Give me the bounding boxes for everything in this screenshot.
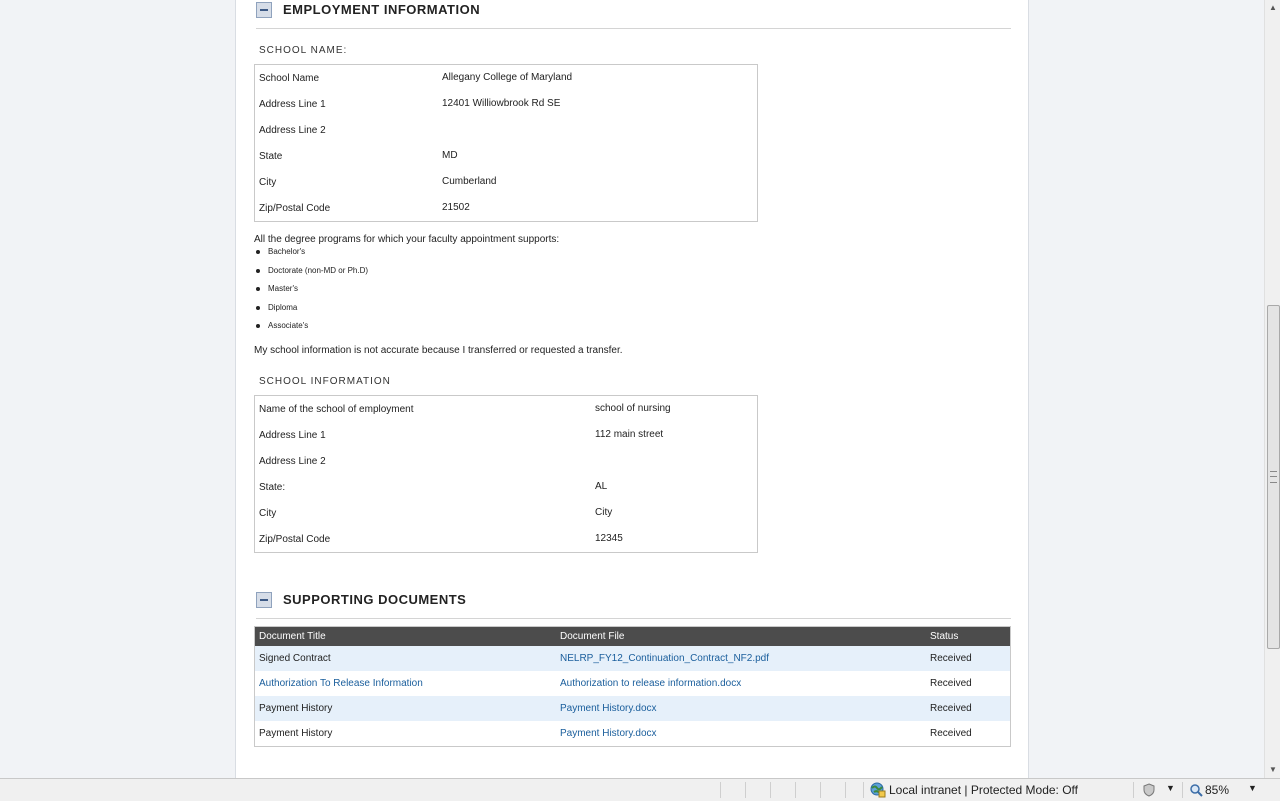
status-divider (845, 782, 846, 798)
column-header-title[interactable]: Document Title (255, 627, 557, 647)
employment-school-row (255, 396, 757, 422)
field-label: Zip/Postal Code (259, 534, 331, 545)
field-label: Address Line 2 (259, 456, 326, 467)
employment-section-title: EMPLOYMENT INFORMATION (283, 2, 481, 17)
status-divider (1182, 782, 1183, 798)
document-status: Received (930, 678, 972, 689)
field-label: Address Line 1 (259, 430, 326, 441)
status-bar (0, 778, 1280, 801)
transfer-note: My school information is not accurate because I transferred or requested a transfer. (254, 345, 623, 356)
school-info-heading: SCHOOL INFORMATION (259, 376, 391, 387)
globe-icon (870, 782, 886, 798)
vertical-scrollbar[interactable] (1264, 0, 1280, 778)
collapse-documents-toggle-icon[interactable] (256, 592, 272, 608)
status-divider (863, 782, 864, 798)
field-value: MD (442, 150, 458, 161)
scroll-down-arrow-icon[interactable]: ▼ (1269, 765, 1277, 774)
employment-section-header (256, 0, 1011, 29)
scroll-thumb[interactable] (1267, 305, 1280, 649)
field-label: Name of the school of employment (259, 404, 414, 415)
document-status: Received (930, 728, 972, 739)
protected-mode-button[interactable] (1140, 781, 1176, 799)
field-value: school of nursing (595, 403, 671, 414)
content-card (235, 0, 1029, 778)
status-divider (1133, 782, 1134, 798)
school-name-box (254, 64, 758, 222)
column-header-file[interactable]: Document File (556, 627, 926, 647)
table-row (255, 721, 1011, 747)
status-divider (820, 782, 821, 798)
documents-table (254, 626, 1011, 747)
field-value: Cumberland (442, 176, 497, 187)
field-label: City (259, 177, 277, 188)
document-file-link[interactable]: Payment History.docx (560, 703, 657, 714)
status-divider (770, 782, 771, 798)
school-address1-row (255, 91, 757, 117)
degree-item: Doctorate (non-MD or Ph.D) (254, 265, 368, 284)
document-status: Received (926, 646, 1011, 671)
school-name-row (255, 65, 757, 91)
field-label: State: (259, 482, 286, 493)
shield-icon (1142, 783, 1156, 797)
zoom-level: 85% (1205, 783, 1230, 797)
employment-address1-row (255, 422, 757, 448)
field-value: 112 main street (595, 429, 664, 440)
employment-city-row (255, 500, 757, 526)
table-row (255, 671, 1011, 696)
school-city-row (255, 169, 757, 195)
degrees-intro: All the degree programs for which your faculty appointment supports: (254, 234, 560, 245)
school-address2-row (255, 117, 757, 143)
column-header-status[interactable]: Status (926, 627, 1011, 647)
field-label: City (259, 508, 277, 519)
employment-state-row (255, 474, 757, 500)
collapse-employment-toggle-icon[interactable] (256, 2, 272, 18)
field-value: AL (595, 481, 608, 492)
document-file-link[interactable]: NELRP_FY12_Continuation_Contract_NF2.pdf (560, 653, 770, 664)
status-divider (745, 782, 746, 798)
scroll-up-arrow-icon[interactable]: ▲ (1269, 3, 1277, 12)
field-value: 12345 (595, 533, 623, 544)
degree-item: Associate's (254, 320, 368, 339)
school-state-row (255, 143, 757, 169)
field-value: Allegany College of Maryland (442, 72, 573, 83)
chevron-down-icon: ▼ (1248, 783, 1257, 793)
school-zip-row (255, 195, 757, 221)
documents-section-header (256, 590, 1011, 619)
chevron-down-icon: ▼ (1166, 783, 1175, 793)
degree-item: Diploma (254, 302, 368, 321)
grip-icon (1270, 471, 1277, 483)
table-row (255, 696, 1011, 721)
employment-zip-row (255, 526, 757, 552)
document-title: Signed Contract (255, 646, 557, 671)
degree-item: Bachelor's (254, 246, 368, 265)
field-label: State (259, 151, 283, 162)
document-title: Payment History (255, 696, 557, 721)
employment-address2-row (255, 448, 757, 474)
magnifier-icon (1189, 783, 1203, 797)
field-label: School Name (259, 73, 320, 84)
status-divider (795, 782, 796, 798)
field-value: 21502 (442, 202, 470, 213)
document-status: Received (926, 696, 1011, 721)
documents-table-header (255, 627, 1011, 647)
field-value: City (595, 507, 613, 518)
document-title-link[interactable]: Authorization To Release Information (259, 678, 423, 689)
field-label: Zip/Postal Code (259, 203, 331, 214)
document-title: Payment History (259, 728, 333, 739)
degree-list (254, 246, 368, 339)
field-value: 12401 Williowbrook Rd SE (442, 98, 561, 109)
school-name-heading: SCHOOL NAME: (259, 45, 348, 56)
document-file-link[interactable]: Payment History.docx (560, 728, 657, 739)
security-zone[interactable] (868, 781, 1128, 799)
document-file-link[interactable]: Authorization to release information.docx (560, 678, 742, 689)
degree-item: Master's (254, 283, 368, 302)
field-label: Address Line 1 (259, 99, 326, 110)
table-row (255, 646, 1011, 671)
status-divider (720, 782, 721, 798)
school-info-box (254, 395, 758, 553)
field-label: Address Line 2 (259, 125, 326, 136)
documents-section-title: SUPPORTING DOCUMENTS (283, 592, 467, 607)
zoom-control[interactable] (1188, 781, 1264, 799)
security-zone-label: Local intranet | Protected Mode: Off (889, 783, 1078, 797)
